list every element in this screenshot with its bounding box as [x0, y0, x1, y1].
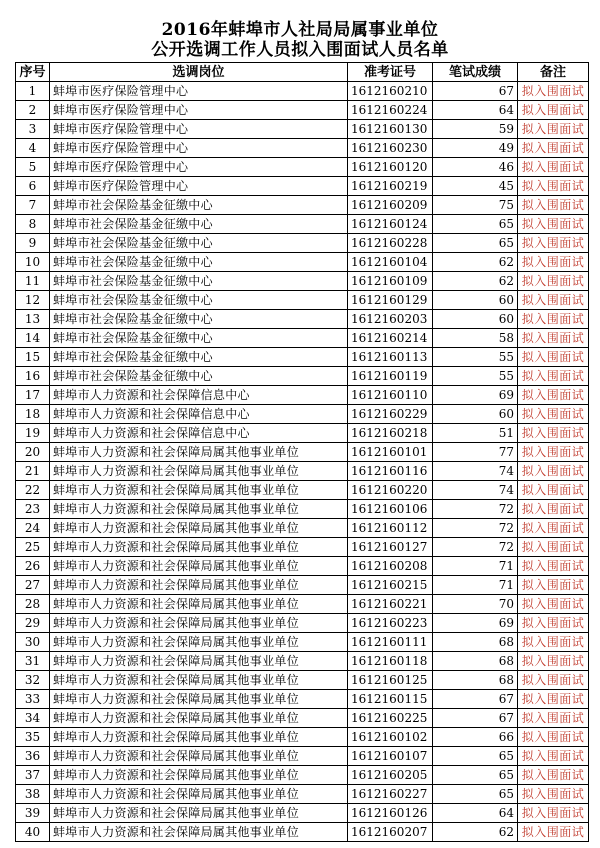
- table-row: [16, 671, 589, 690]
- table-row: [16, 272, 589, 291]
- row-serial: 14: [16, 329, 50, 348]
- row-serial: 16: [16, 367, 50, 386]
- row-position: 蚌埠市社会保险基金征缴中心: [50, 310, 348, 329]
- row-position: 蚌埠市人力资源和社会保障局属其他事业单位: [50, 728, 348, 747]
- row-note: 拟入围面试: [518, 785, 589, 804]
- row-serial: 7: [16, 196, 50, 215]
- row-note: 拟入围面试: [518, 234, 589, 253]
- row-exam-id: 1612160210: [348, 82, 433, 101]
- row-note: 拟入围面试: [518, 139, 589, 158]
- row-exam-id: 1612160118: [348, 652, 433, 671]
- row-exam-id: 1612160215: [348, 576, 433, 595]
- row-serial: 20: [16, 443, 50, 462]
- row-serial: 23: [16, 500, 50, 519]
- row-note: 拟入围面试: [518, 82, 589, 101]
- row-score: 62: [433, 253, 518, 272]
- row-exam-id: 1612160119: [348, 367, 433, 386]
- row-exam-id: 1612160220: [348, 481, 433, 500]
- row-score: 49: [433, 139, 518, 158]
- row-position: 蚌埠市医疗保险管理中心: [50, 101, 348, 120]
- row-score: 59: [433, 120, 518, 139]
- row-score: 70: [433, 595, 518, 614]
- row-score: 67: [433, 690, 518, 709]
- row-position: 蚌埠市人力资源和社会保障局属其他事业单位: [50, 557, 348, 576]
- row-serial: 35: [16, 728, 50, 747]
- row-note: 拟入围面试: [518, 633, 589, 652]
- row-note: 拟入围面试: [518, 766, 589, 785]
- row-exam-id: 1612160203: [348, 310, 433, 329]
- row-score: 51: [433, 424, 518, 443]
- row-score: 75: [433, 196, 518, 215]
- row-exam-id: 1612160221: [348, 595, 433, 614]
- row-note: 拟入围面试: [518, 595, 589, 614]
- row-serial: 30: [16, 633, 50, 652]
- row-serial: 33: [16, 690, 50, 709]
- table-row: [16, 785, 589, 804]
- row-exam-id: 1612160120: [348, 158, 433, 177]
- row-position: 蚌埠市社会保险基金征缴中心: [50, 215, 348, 234]
- header-score: 笔试成绩: [433, 63, 518, 82]
- row-serial: 29: [16, 614, 50, 633]
- row-note: 拟入围面试: [518, 158, 589, 177]
- header-serial: 序号: [16, 63, 50, 82]
- row-position: 蚌埠市医疗保险管理中心: [50, 82, 348, 101]
- row-serial: 40: [16, 823, 50, 842]
- row-exam-id: 1612160107: [348, 747, 433, 766]
- row-score: 72: [433, 538, 518, 557]
- row-position: 蚌埠市人力资源和社会保障局属其他事业单位: [50, 538, 348, 557]
- row-score: 65: [433, 234, 518, 253]
- row-note: 拟入围面试: [518, 500, 589, 519]
- row-exam-id: 1612160104: [348, 253, 433, 272]
- row-score: 77: [433, 443, 518, 462]
- row-exam-id: 1612160223: [348, 614, 433, 633]
- row-serial: 37: [16, 766, 50, 785]
- header-note: 备注: [518, 63, 589, 82]
- table-row: [16, 557, 589, 576]
- row-position: 蚌埠市医疗保险管理中心: [50, 120, 348, 139]
- row-position: 蚌埠市人力资源和社会保障局属其他事业单位: [50, 709, 348, 728]
- row-serial: 11: [16, 272, 50, 291]
- row-serial: 3: [16, 120, 50, 139]
- row-serial: 9: [16, 234, 50, 253]
- row-serial: 17: [16, 386, 50, 405]
- row-note: 拟入围面试: [518, 101, 589, 120]
- row-score: 68: [433, 633, 518, 652]
- row-serial: 34: [16, 709, 50, 728]
- row-exam-id: 1612160115: [348, 690, 433, 709]
- row-score: 45: [433, 177, 518, 196]
- table-row: [16, 386, 589, 405]
- row-exam-id: 1612160129: [348, 291, 433, 310]
- row-serial: 6: [16, 177, 50, 196]
- row-position: 蚌埠市社会保险基金征缴中心: [50, 196, 348, 215]
- row-position: 蚌埠市人力资源和社会保障局属其他事业单位: [50, 576, 348, 595]
- row-exam-id: 1612160207: [348, 823, 433, 842]
- row-serial: 32: [16, 671, 50, 690]
- row-serial: 25: [16, 538, 50, 557]
- row-note: 拟入围面试: [518, 386, 589, 405]
- row-note: 拟入围面试: [518, 272, 589, 291]
- table-row: [16, 519, 589, 538]
- table-row: [16, 215, 589, 234]
- header-exam-id: 准考证号: [348, 63, 433, 82]
- table-row: [16, 234, 589, 253]
- row-exam-id: 1612160214: [348, 329, 433, 348]
- row-position: 蚌埠市医疗保险管理中心: [50, 158, 348, 177]
- row-note: 拟入围面试: [518, 481, 589, 500]
- table-row: [16, 158, 589, 177]
- row-note: 拟入围面试: [518, 614, 589, 633]
- row-position: 蚌埠市医疗保险管理中心: [50, 139, 348, 158]
- row-score: 72: [433, 519, 518, 538]
- row-exam-id: 1612160109: [348, 272, 433, 291]
- row-serial: 22: [16, 481, 50, 500]
- row-position: 蚌埠市人力资源和社会保障信息中心: [50, 424, 348, 443]
- document-subtitle: 公开选调工作人员拟入围面试人员名单: [151, 40, 449, 60]
- row-serial: 26: [16, 557, 50, 576]
- row-note: 拟入围面试: [518, 671, 589, 690]
- row-score: 58: [433, 329, 518, 348]
- row-note: 拟入围面试: [518, 557, 589, 576]
- table-row: [16, 367, 589, 386]
- row-note: 拟入围面试: [518, 804, 589, 823]
- row-position: 蚌埠市社会保险基金征缴中心: [50, 272, 348, 291]
- row-note: 拟入围面试: [518, 177, 589, 196]
- table-row: [16, 120, 589, 139]
- table-row: [16, 462, 589, 481]
- table-row: [16, 405, 589, 424]
- row-position: 蚌埠市人力资源和社会保障局属其他事业单位: [50, 747, 348, 766]
- row-score: 72: [433, 500, 518, 519]
- row-exam-id: 1612160228: [348, 234, 433, 253]
- row-note: 拟入围面试: [518, 462, 589, 481]
- table-row: [16, 747, 589, 766]
- row-exam-id: 1612160227: [348, 785, 433, 804]
- row-score: 71: [433, 557, 518, 576]
- row-note: 拟入围面试: [518, 424, 589, 443]
- row-score: 65: [433, 785, 518, 804]
- row-serial: 13: [16, 310, 50, 329]
- row-exam-id: 1612160124: [348, 215, 433, 234]
- row-position: 蚌埠市人力资源和社会保障局属其他事业单位: [50, 690, 348, 709]
- table-row: [16, 614, 589, 633]
- table-row: [16, 101, 589, 120]
- row-score: 64: [433, 101, 518, 120]
- row-note: 拟入围面试: [518, 709, 589, 728]
- row-position: 蚌埠市医疗保险管理中心: [50, 177, 348, 196]
- row-exam-id: 1612160219: [348, 177, 433, 196]
- row-score: 66: [433, 728, 518, 747]
- row-note: 拟入围面试: [518, 576, 589, 595]
- table-row: [16, 310, 589, 329]
- row-position: 蚌埠市社会保险基金征缴中心: [50, 253, 348, 272]
- row-score: 60: [433, 291, 518, 310]
- table-header-row: [16, 63, 589, 82]
- row-serial: 28: [16, 595, 50, 614]
- row-position: 蚌埠市人力资源和社会保障局属其他事业单位: [50, 633, 348, 652]
- row-exam-id: 1612160112: [348, 519, 433, 538]
- row-position: 蚌埠市人力资源和社会保障信息中心: [50, 386, 348, 405]
- row-score: 55: [433, 367, 518, 386]
- row-exam-id: 1612160101: [348, 443, 433, 462]
- row-note: 拟入围面试: [518, 215, 589, 234]
- table-row: [16, 348, 589, 367]
- row-exam-id: 1612160110: [348, 386, 433, 405]
- row-position: 蚌埠市人力资源和社会保障信息中心: [50, 405, 348, 424]
- row-serial: 36: [16, 747, 50, 766]
- row-exam-id: 1612160125: [348, 671, 433, 690]
- table-row: [16, 196, 589, 215]
- row-score: 64: [433, 804, 518, 823]
- row-score: 65: [433, 766, 518, 785]
- row-score: 71: [433, 576, 518, 595]
- row-position: 蚌埠市人力资源和社会保障局属其他事业单位: [50, 462, 348, 481]
- row-serial: 12: [16, 291, 50, 310]
- table-row: [16, 139, 589, 158]
- table-row: [16, 481, 589, 500]
- row-serial: 24: [16, 519, 50, 538]
- table-row: [16, 766, 589, 785]
- row-position: 蚌埠市社会保险基金征缴中心: [50, 348, 348, 367]
- row-note: 拟入围面试: [518, 443, 589, 462]
- row-position: 蚌埠市人力资源和社会保障局属其他事业单位: [50, 481, 348, 500]
- row-score: 62: [433, 272, 518, 291]
- row-serial: 5: [16, 158, 50, 177]
- row-exam-id: 1612160102: [348, 728, 433, 747]
- row-score: 55: [433, 348, 518, 367]
- table-row: [16, 538, 589, 557]
- row-exam-id: 1612160106: [348, 500, 433, 519]
- row-position: 蚌埠市人力资源和社会保障局属其他事业单位: [50, 500, 348, 519]
- row-serial: 21: [16, 462, 50, 481]
- row-note: 拟入围面试: [518, 652, 589, 671]
- row-exam-id: 1612160230: [348, 139, 433, 158]
- row-exam-id: 1612160111: [348, 633, 433, 652]
- row-position: 蚌埠市人力资源和社会保障局属其他事业单位: [50, 519, 348, 538]
- row-note: 拟入围面试: [518, 367, 589, 386]
- document-title: 2016年蚌埠市人社局局属事业单位: [161, 20, 439, 40]
- row-score: 68: [433, 652, 518, 671]
- row-score: 74: [433, 481, 518, 500]
- row-score: 74: [433, 462, 518, 481]
- table-row: [16, 804, 589, 823]
- row-serial: 38: [16, 785, 50, 804]
- row-position: 蚌埠市社会保险基金征缴中心: [50, 234, 348, 253]
- row-exam-id: 1612160126: [348, 804, 433, 823]
- row-serial: 10: [16, 253, 50, 272]
- row-position: 蚌埠市人力资源和社会保障局属其他事业单位: [50, 443, 348, 462]
- row-score: 68: [433, 671, 518, 690]
- row-note: 拟入围面试: [518, 690, 589, 709]
- row-serial: 31: [16, 652, 50, 671]
- row-score: 67: [433, 709, 518, 728]
- candidate-table: [15, 62, 589, 842]
- row-note: 拟入围面试: [518, 253, 589, 272]
- table-row: [16, 500, 589, 519]
- row-serial: 39: [16, 804, 50, 823]
- row-exam-id: 1612160116: [348, 462, 433, 481]
- row-serial: 27: [16, 576, 50, 595]
- row-exam-id: 1612160224: [348, 101, 433, 120]
- row-position: 蚌埠市人力资源和社会保障局属其他事业单位: [50, 766, 348, 785]
- row-exam-id: 1612160229: [348, 405, 433, 424]
- row-score: 67: [433, 82, 518, 101]
- row-exam-id: 1612160205: [348, 766, 433, 785]
- row-note: 拟入围面试: [518, 291, 589, 310]
- header-position: 选调岗位: [50, 63, 348, 82]
- row-score: 60: [433, 310, 518, 329]
- row-position: 蚌埠市人力资源和社会保障局属其他事业单位: [50, 785, 348, 804]
- row-note: 拟入围面试: [518, 348, 589, 367]
- table-row: [16, 291, 589, 310]
- row-exam-id: 1612160225: [348, 709, 433, 728]
- row-score: 62: [433, 823, 518, 842]
- row-score: 69: [433, 386, 518, 405]
- row-score: 65: [433, 747, 518, 766]
- row-score: 46: [433, 158, 518, 177]
- row-serial: 19: [16, 424, 50, 443]
- table-row: [16, 253, 589, 272]
- table-row: [16, 595, 589, 614]
- row-position: 蚌埠市社会保险基金征缴中心: [50, 291, 348, 310]
- row-exam-id: 1612160130: [348, 120, 433, 139]
- table-row: [16, 329, 589, 348]
- row-note: 拟入围面试: [518, 120, 589, 139]
- table-row: [16, 690, 589, 709]
- row-position: 蚌埠市人力资源和社会保障局属其他事业单位: [50, 671, 348, 690]
- row-position: 蚌埠市人力资源和社会保障局属其他事业单位: [50, 804, 348, 823]
- table-row: [16, 728, 589, 747]
- table-row: [16, 633, 589, 652]
- row-note: 拟入围面试: [518, 519, 589, 538]
- table-row: [16, 576, 589, 595]
- row-exam-id: 1612160127: [348, 538, 433, 557]
- row-note: 拟入围面试: [518, 196, 589, 215]
- row-serial: 1: [16, 82, 50, 101]
- table-row: [16, 652, 589, 671]
- row-score: 69: [433, 614, 518, 633]
- row-note: 拟入围面试: [518, 310, 589, 329]
- row-serial: 15: [16, 348, 50, 367]
- table-row: [16, 177, 589, 196]
- row-exam-id: 1612160209: [348, 196, 433, 215]
- row-position: 蚌埠市人力资源和社会保障局属其他事业单位: [50, 595, 348, 614]
- row-exam-id: 1612160218: [348, 424, 433, 443]
- table-row: [16, 823, 589, 842]
- table-row: [16, 424, 589, 443]
- row-serial: 18: [16, 405, 50, 424]
- row-position: 蚌埠市人力资源和社会保障局属其他事业单位: [50, 614, 348, 633]
- row-exam-id: 1612160113: [348, 348, 433, 367]
- row-note: 拟入围面试: [518, 538, 589, 557]
- table-row: [16, 82, 589, 101]
- row-note: 拟入围面试: [518, 823, 589, 842]
- row-note: 拟入围面试: [518, 405, 589, 424]
- row-note: 拟入围面试: [518, 747, 589, 766]
- row-score: 65: [433, 215, 518, 234]
- row-serial: 8: [16, 215, 50, 234]
- row-position: 蚌埠市人力资源和社会保障局属其他事业单位: [50, 652, 348, 671]
- row-exam-id: 1612160208: [348, 557, 433, 576]
- row-position: 蚌埠市社会保险基金征缴中心: [50, 329, 348, 348]
- row-serial: 4: [16, 139, 50, 158]
- row-position: 蚌埠市人力资源和社会保障局属其他事业单位: [50, 823, 348, 842]
- row-serial: 2: [16, 101, 50, 120]
- row-position: 蚌埠市社会保险基金征缴中心: [50, 367, 348, 386]
- row-note: 拟入围面试: [518, 329, 589, 348]
- table-row: [16, 709, 589, 728]
- row-note: 拟入围面试: [518, 728, 589, 747]
- table-row: [16, 443, 589, 462]
- row-score: 60: [433, 405, 518, 424]
